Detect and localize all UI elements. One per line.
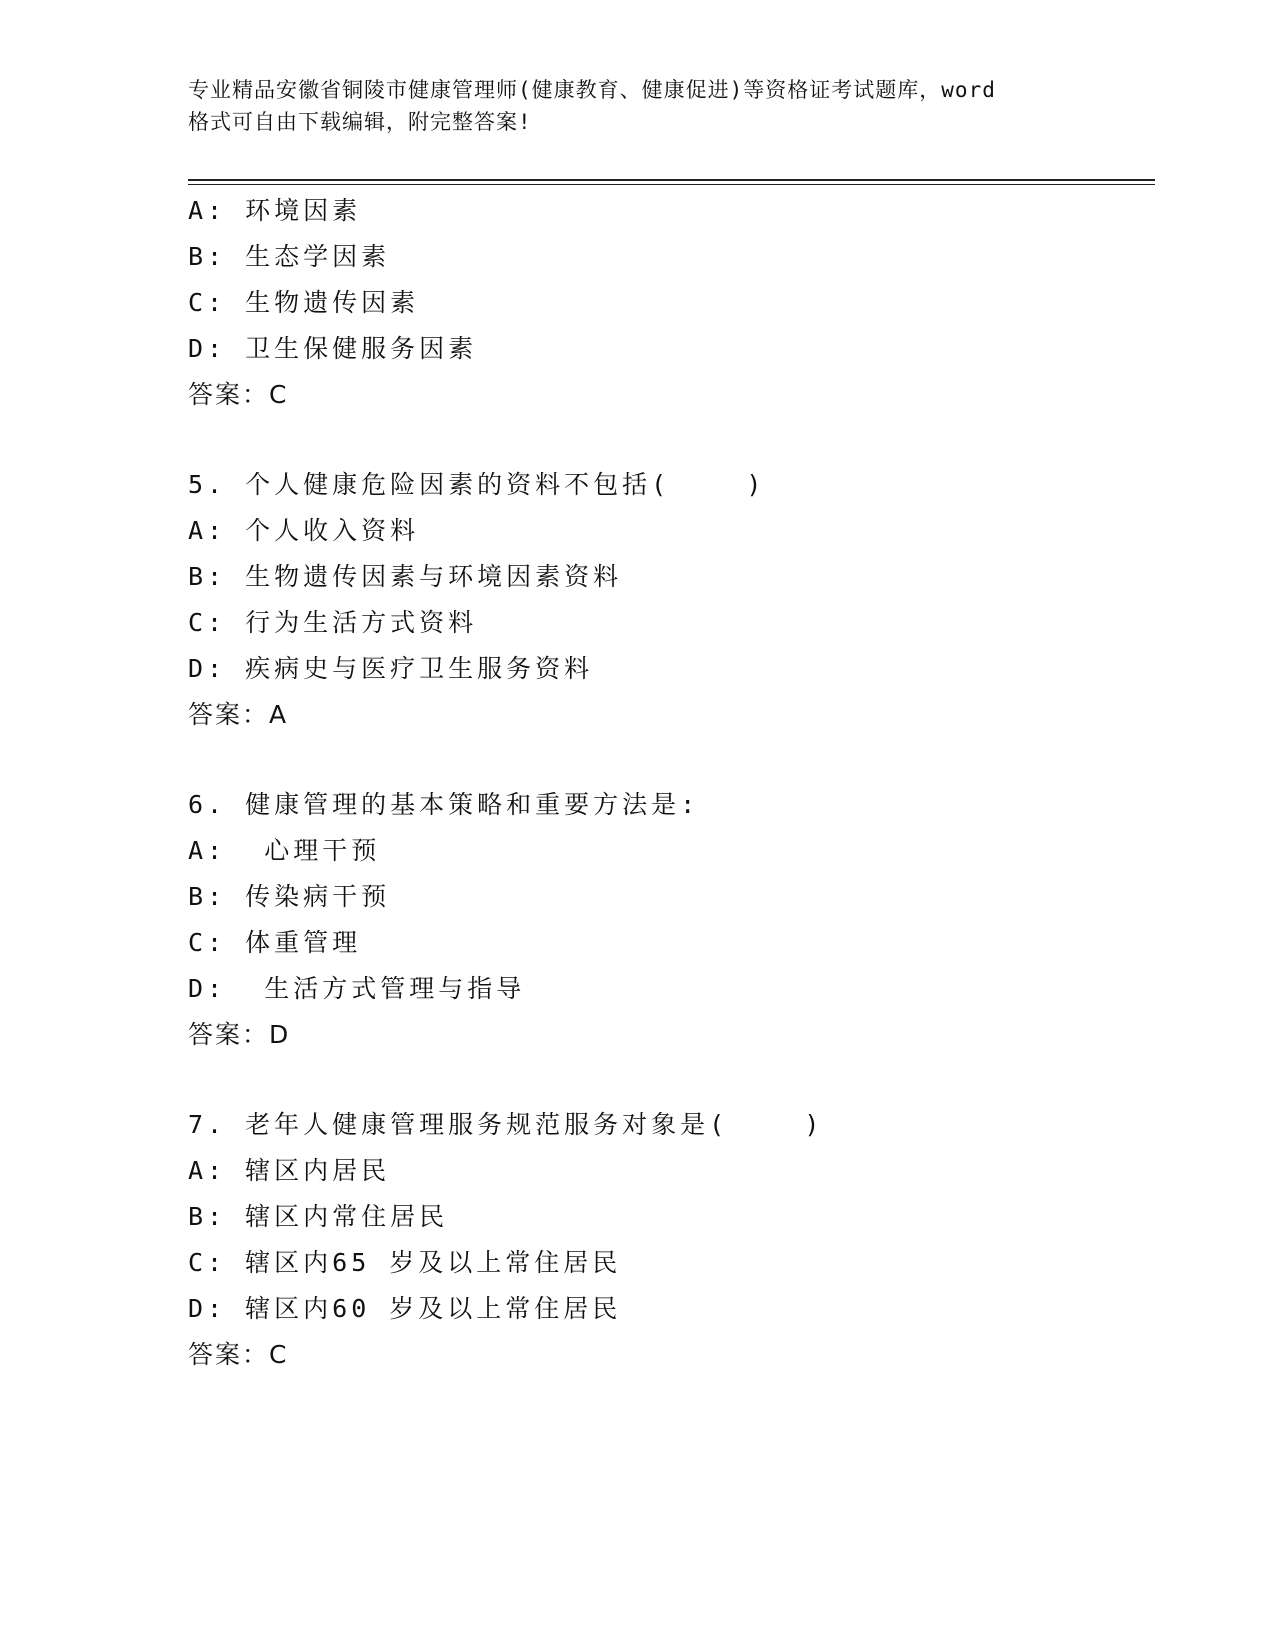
option-b: B: 传染病干预 — [188, 882, 391, 911]
option-c: C: 生物遗传因素 — [188, 288, 420, 317]
header-divider — [188, 179, 1155, 181]
answer-line: 答案：C — [188, 380, 289, 409]
answer-line: 答案：C — [188, 1340, 289, 1369]
option-b: B: 辖区内常住居民 — [188, 1202, 449, 1231]
header-divider-thin — [188, 184, 1155, 185]
question-5-block — [188, 462, 1148, 738]
option-d: D: 辖区内60 岁及以上常住居民 — [188, 1294, 622, 1323]
question-4-block — [188, 188, 1148, 418]
answer-line: 答案：A — [188, 700, 289, 729]
document-header — [188, 74, 1088, 138]
option-d: D: 生活方式管理与指导 — [188, 974, 526, 1003]
option-b: B: 生物遗传因素与环境因素资料 — [188, 562, 623, 591]
option-b: B: 生态学因素 — [188, 242, 391, 271]
option-a: A: 辖区内居民 — [188, 1156, 391, 1185]
question-text: 7. 老年人健康管理服务规范服务对象是( ) — [188, 1110, 824, 1139]
question-6-block — [188, 782, 1148, 1058]
option-a: A: 心理干预 — [188, 836, 381, 865]
option-c: C: 体重管理 — [188, 928, 362, 957]
option-a: A: 个人收入资料 — [188, 516, 420, 545]
answer-line: 答案：D — [188, 1020, 291, 1049]
header-line-2: 格式可自由下载编辑，附完整答案! — [188, 110, 532, 134]
option-d: D: 卫生保健服务因素 — [188, 334, 478, 363]
option-d: D: 疾病史与医疗卫生服务资料 — [188, 654, 594, 683]
option-c: C: 行为生活方式资料 — [188, 608, 478, 637]
question-text: 5. 个人健康危险因素的资料不包括( ) — [188, 470, 766, 499]
option-c: C: 辖区内65 岁及以上常住居民 — [188, 1248, 622, 1277]
option-a: A: 环境因素 — [188, 196, 362, 225]
question-text: 6. 健康管理的基本策略和重要方法是: — [188, 790, 700, 819]
question-list — [188, 188, 1148, 1378]
header-line-1: 专业精品安徽省铜陵市健康管理师(健康教育、健康促进)等资格证考试题库，word — [188, 78, 996, 102]
question-7-block — [188, 1102, 1148, 1378]
